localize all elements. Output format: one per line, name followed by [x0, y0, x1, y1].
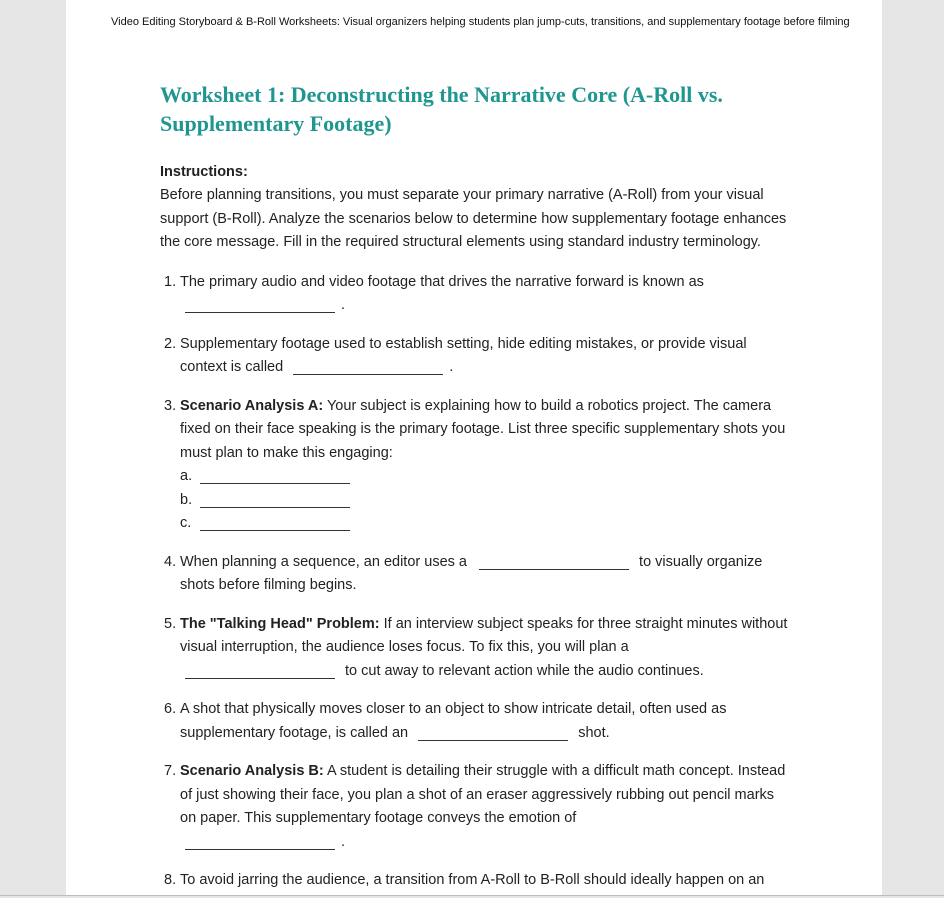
question-text: When planning a sequence, an editor uses a: [180, 553, 467, 570]
sub-answer-c: [180, 512, 790, 536]
worksheet-page: [66, 0, 882, 896]
question-text-end: .: [341, 833, 346, 850]
question-text: To avoid jarring the audience, a transition from A-Roll to B-Roll should ideally happen on an: [180, 872, 765, 888]
sub-letter: a.: [180, 468, 193, 484]
question-number: 4.: [164, 553, 177, 570]
question-7: [160, 760, 790, 854]
answer-blank[interactable]: [200, 516, 350, 531]
question-4: [160, 551, 790, 598]
sub-letter: c.: [180, 515, 192, 531]
question-3: [160, 395, 790, 536]
question-text-end: to visually organize shots before filming begins.: [180, 553, 763, 593]
sub-answer-a: [180, 465, 790, 489]
question-number: 7.: [164, 763, 177, 779]
question-6: [160, 698, 790, 745]
answer-blank[interactable]: [293, 360, 443, 375]
worksheet-title: Worksheet 1: Deconstructing the Narrative Core (A-Roll vs. Supplementary Footage): [160, 82, 723, 136]
scenario-label: The "Talking Head" Problem:: [180, 615, 380, 632]
answer-blank[interactable]: [200, 469, 350, 484]
question-text: If an interview subject speaks for three straight minutes without visual interruption, the audience loses focus. To fix this, you will plan a: [180, 615, 788, 655]
sub-letter: b.: [180, 491, 193, 508]
scenario-label: Scenario Analysis A:: [180, 397, 324, 414]
instructions-text: Before planning transitions, you must separate your primary narrative (A-Roll) from your visual support (B-Roll). Analyze the scenarios below to determine how supplementary footage enhances the core message. Fill in the required structural elements using standard industry terminology.: [160, 187, 787, 250]
answer-blank[interactable]: [185, 835, 335, 850]
question-number: 8.: [164, 872, 177, 888]
answer-blank[interactable]: [185, 298, 335, 313]
question-text: A shot that physically moves closer to an object to show intricate detail, often used as supplementary footage, is called an: [180, 701, 727, 741]
instructions-label: Instructions:: [160, 164, 248, 180]
question-5: [160, 613, 790, 684]
sub-answer-b: [180, 489, 790, 513]
question-number: 1.: [164, 273, 177, 290]
answer-blank[interactable]: [418, 726, 568, 741]
question-text-end: .: [449, 359, 454, 375]
question-number: 5.: [164, 615, 177, 632]
running-header: Video Editing Storyboard & B-Roll Worksheets: Visual organizers helping students plan jump-cuts, transitions, and supplementary footage before filming: [111, 16, 850, 28]
question-text: A student is detailing their struggle with a difficult math concept. Instead of just showing their face, you plan a shot of an eraser aggressively rubbing out pencil marks on paper. This supplementary footage conveys the emotion of: [180, 763, 786, 826]
worksheet-content: [160, 80, 790, 896]
question-text: The primary audio and video footage that drives the narrative forward is known as: [180, 273, 704, 290]
question-number: 2.: [164, 335, 177, 352]
question-list: [160, 271, 790, 893]
question-text: Your subject is explaining how to build a robotics project. The camera fixed on their face speaking is the primary footage. List three specific supplementary shots you must plan to make this engaging:: [180, 397, 786, 461]
question-2: [160, 333, 790, 380]
question-number: 6.: [164, 701, 177, 717]
question-text: Supplementary footage used to establish setting, hide editing mistakes, or provide visual context is called: [180, 335, 747, 375]
question-text-end: to cut away to relevant action while the audio continues.: [345, 662, 704, 679]
page-bottom-border: [0, 895, 944, 896]
scenario-label: Scenario Analysis B:: [180, 763, 324, 779]
answer-blank[interactable]: [185, 664, 335, 679]
answer-blank[interactable]: [200, 493, 350, 508]
question-text-end: .: [341, 297, 346, 313]
question-text-end: shot.: [578, 724, 610, 741]
answer-blank[interactable]: [479, 555, 629, 570]
question-number: 3.: [164, 397, 177, 414]
question-8: [160, 869, 790, 893]
question-1: [160, 271, 790, 318]
